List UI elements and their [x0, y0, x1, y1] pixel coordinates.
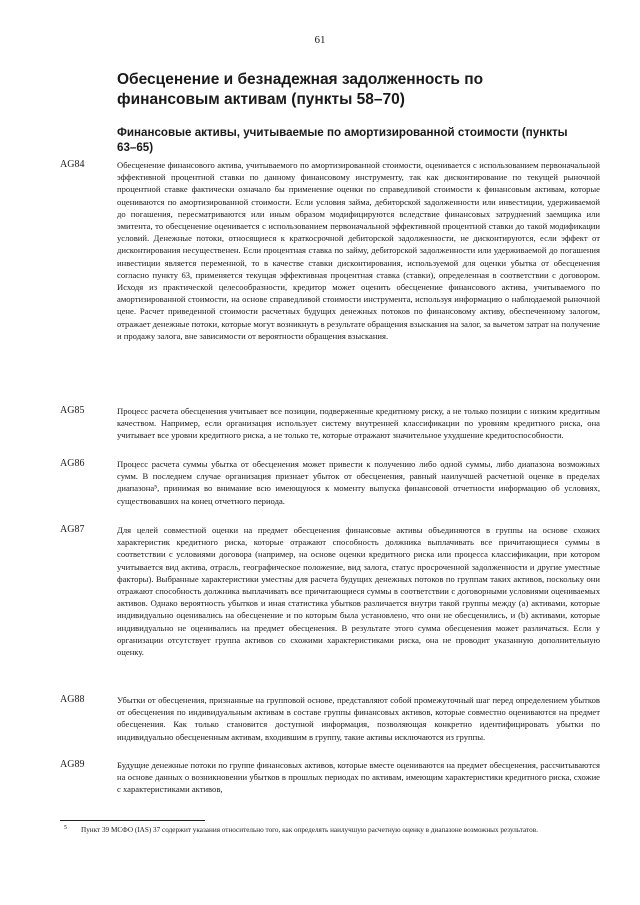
paragraph-label: AG86: [60, 458, 85, 469]
paragraph-text: Процесс расчета суммы убытка от обесценения может привести к получению либо одной суммы, либо диапазона возможных сумм. В последнем случае организация признает убыток от обесценения, равный наилучшей расчетной оценке в пределах диапазона⁵, принимая во внимание всю имеющуюся к моменту выпуска финансовой отчетности информацию об условиях, существовавших на конец отчетного периода.: [117, 459, 600, 506]
subsection-title: Финансовые активы, учитываемые по амортизированной стоимости (пункты 63–65): [117, 126, 568, 154]
page-number: 61: [314, 34, 326, 46]
paragraph-label: AG85: [60, 405, 85, 416]
section-title: Обесценение и безнадежная задолженность по финансовым активам (пункты 58–70): [117, 71, 484, 108]
footnote-mark: 5: [64, 825, 67, 831]
paragraph-text: Обесценение финансового актива, учитываемого по амортизированной стоимости, оценивается с использованием первоначальной эффективной процентной ставки по данному финансовому инструменту, так как дисконтирование по текущей рыночной процентной ставке фактически означало бы применение оценки по справедливой стоимости к финансовым активам, которые оцениваются по амортизированной стоимости. Если условия займа, дебиторской задолженности или инвестиции, удерживаемой до погашения, пересматриваются или иным образом модифицируются вследствие финансовых затруднений заемщика или эмитента, то обесценение оценивается с использованием первоначальной эффективной процентной ставки до такой модификации условий. Денежные потоки, относящиеся к краткосрочной дебиторской задолженности, не дисконтируются, если эффект от дисконтирования несущественен. Если процентная ставка по займу, дебиторской задолженности или удерживаемой до погашения инвестиции является переменной, то в качестве ставки дисконтирования, используемой для оценки убытка от обесценения согласно пункту 63, применяется текущая эффективная процентная ставка (ставки), определенная в соответствии с договором. Исходя из практической целесообразности, кредитор может оценить обесценение финансового актива, учитываемого по амортизированной стоимости, на основе справедливой стоимости инструмента, используя информацию о наблюдаемой рыночной цене. Расчет приведенной стоимости расчетных будущих денежных потоков по финансовому активу, обеспеченному залогом, отражает денежные потоки, которые могут возникнуть в результате обращения взыскания на залог, за вычетом затрат на получение и продажу залога, вне зависимости от вероятности обращения взыскания.: [117, 160, 600, 341]
paragraph-text: Убытки от обесценения, признанные на групповой основе, представляют собой промежуточный шаг перед определением убытков от обесценения по индивидуальным активам в составе группы финансовых активов, которые совместно оцениваются на предмет обесценения. Как только становится доступной информация, позволяющая конкретно идентифицировать убытки по индивидуально обесцененным активам, входившим в группу, такие активы исключаются из группы.: [117, 695, 600, 742]
footnote-text: Пункт 39 МСФО (IAS) 37 содержит указания относительно того, как определять наилучшую расчетную оценку в диапазоне возможных результатов.: [81, 826, 538, 834]
paragraph-text: Будущие денежные потоки по группе финансовых активов, которые вместе оцениваются на предмет обесценения, рассчитываются на основе данных о возникновении убытков в прошлых периодах по активам, имеющим характеристики кредитного риска, схожие с характеристиками активов,: [117, 760, 600, 795]
paragraph-label: AG88: [60, 694, 85, 705]
footnote-rule: [60, 820, 205, 821]
paragraph-label: AG89: [60, 759, 85, 770]
paragraph-text: Для целей совместной оценки на предмет обесценения финансовые активы объединяются в группы на основе схожих характеристик кредитного риска, которые отражают способность должника выплачивать все причитающиеся суммы в соответствии с условиями договора (например, на основе оценки кредитного риска или процесса классификации, при котором учитывается вид актива, отрасль, географическое положение, вид залога, статус просроченной задолженности и другие уместные факторы). Выбранные характеристики уместны для расчета будущих денежных потоков по группам таких активов, поскольку они отражают способность должника выплачивать все причитающиеся суммы в соответствии с договорными условиями оцениваемых активов. Однако вероятность убытков и иная статистика убытков различается внутри такой группы между (a) активами, которые индивидуально оценивались на обесценение и по которым была установлено, что они не обесценились, и (b) активами, которые индивидуально не оценивались на предмет обесценения. В результате этого сумма обесценения может различаться. Если у организации отсутствует группа активов со схожими характеристиками риска, она не проводит указанную дополнительную оценку.: [117, 525, 600, 658]
paragraph-text: Процесс расчета обесценения учитывает все позиции, подверженные кредитному риску, а не только позиции с низким кредитным качеством. Например, если организация использует систему внутренней классификации по уровням кредитного риска, она учитывает все уровни кредитного риска, а не только те, которые отражают значительное ухудшение кредитоспособности.: [117, 406, 600, 441]
paragraph-label: AG87: [60, 524, 85, 535]
paragraph-label: AG84: [60, 159, 85, 170]
footnote: [64, 826, 584, 836]
